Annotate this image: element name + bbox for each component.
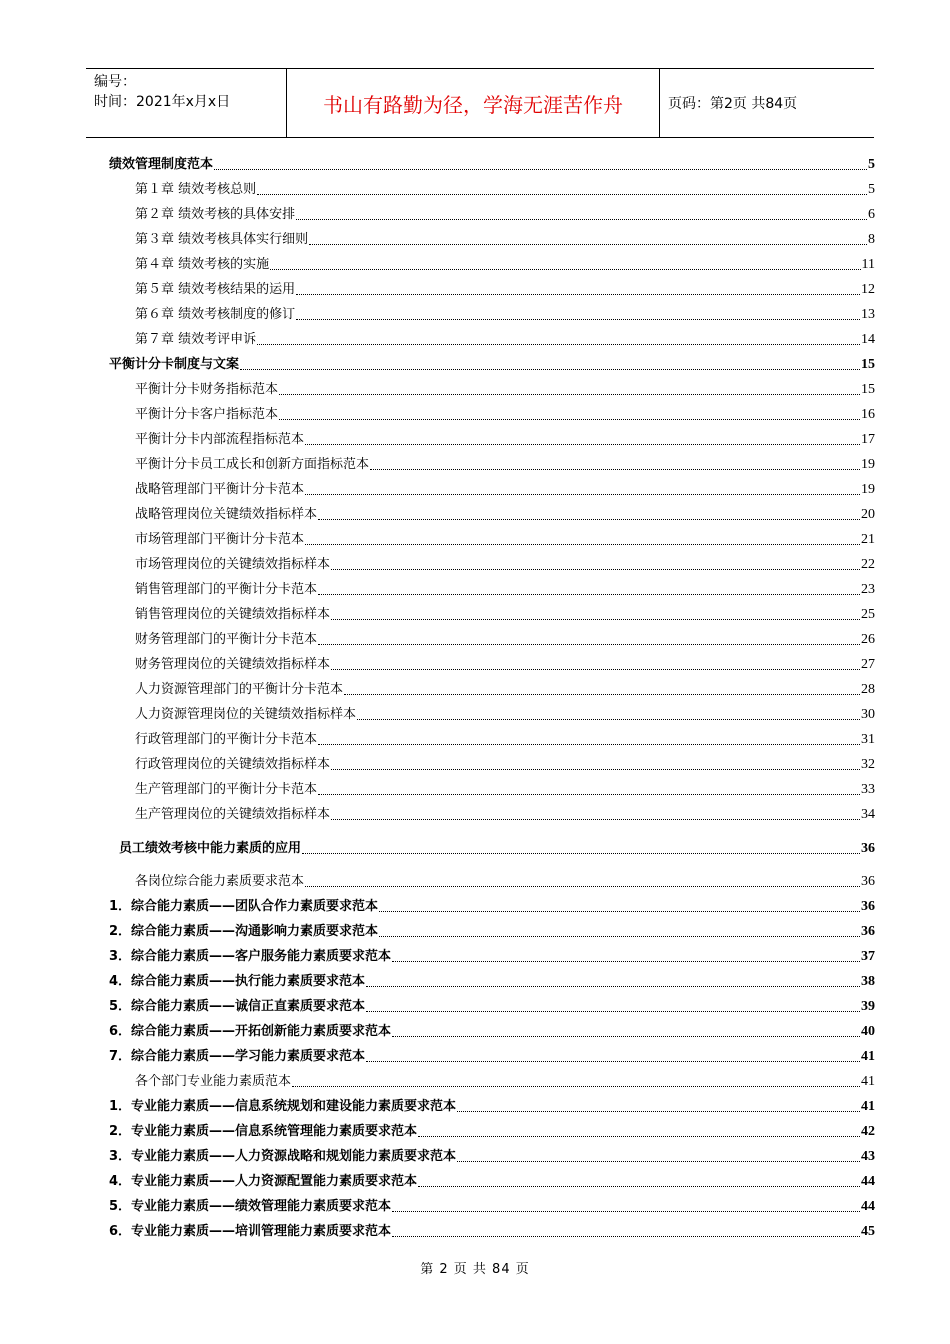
toc-entry-label: 生产管理岗位的关键绩效指标样本 [135,807,331,822]
toc-leader-dots [331,569,860,570]
toc-entry[interactable] [135,431,875,449]
toc-entry-page: 15 [861,382,875,397]
toc-leader-dots [257,344,860,345]
toc-entry-label: 第１章 绩效考核总则 [135,182,257,197]
toc-leader-dots [370,469,860,470]
toc-leader-dots [418,1136,860,1137]
toc-entry[interactable] [109,1198,875,1216]
toc-entry-label: 平衡计分卡员工成长和创新方面指标范本 [135,457,370,472]
toc-leader-dots [344,694,860,695]
toc-leader-dots [309,244,867,245]
toc-leader-dots [392,961,860,962]
toc-leader-dots [305,494,860,495]
toc-entry[interactable] [109,1098,875,1116]
toc-entry-label: 销售管理岗位的关键绩效指标样本 [135,607,331,622]
toc-entry[interactable] [135,873,875,891]
toc-entry-page: 31 [861,732,875,747]
toc-entry[interactable] [135,506,875,524]
toc-entry-label: 1．综合能力素质——团队合作力素质要求范本 [109,899,379,914]
toc-entry-label: 第７章 绩效考评申诉 [135,332,257,347]
toc-entry-page: 26 [861,632,875,647]
toc-entry[interactable] [135,706,875,724]
toc-entry-page: 12 [861,282,875,297]
toc-entry-label: 平衡计分卡制度与文案 [109,357,240,372]
toc-entry-page: 27 [861,657,875,672]
toc-entry[interactable] [109,356,875,374]
page-header [86,68,874,138]
header-motto: 书山有路勤为径，学海无涯苦作舟 [286,69,660,137]
toc-entry-label: 战略管理部门平衡计分卡范本 [135,482,305,497]
toc-entry-page: 14 [861,332,875,347]
toc-entry-label: 市场管理部门平衡计分卡范本 [135,532,305,547]
toc-entry[interactable] [135,781,875,799]
toc-leader-dots [357,719,860,720]
toc-entry-page: 37 [861,949,875,964]
toc-entry-page: 19 [861,482,875,497]
toc-entry-label: 绩效管理制度范本 [109,157,214,172]
toc-entry[interactable] [109,998,875,1016]
toc-entry-page: 44 [861,1199,875,1214]
toc-leader-dots [279,394,860,395]
toc-entry[interactable] [109,1148,875,1166]
toc-entry-label: 人力资源管理部门的平衡计分卡范本 [135,682,344,697]
toc-entry[interactable] [109,923,875,941]
header-meta [86,69,286,137]
toc-entry-page: 25 [861,607,875,622]
toc-leader-dots [279,419,860,420]
toc-entry-label: 第６章 绩效考核制度的修订 [135,307,296,322]
toc-entry-page: 30 [861,707,875,722]
toc-leader-dots [457,1161,860,1162]
toc-entry-label: 5．专业能力素质——绩效管理能力素质要求范本 [109,1199,392,1214]
toc-entry-page: 16 [861,407,875,422]
toc-entry-label: 3．专业能力素质——人力资源战略和规划能力素质要求范本 [109,1149,457,1164]
toc-entry-page: 40 [861,1024,875,1039]
toc-entry[interactable] [109,973,875,991]
toc-leader-dots [318,644,860,645]
toc-entry-page: 41 [861,1049,875,1064]
toc-entry[interactable] [135,556,875,574]
toc-leader-dots [296,319,860,320]
toc-leader-dots [257,194,867,195]
toc-entry[interactable] [109,1223,875,1241]
page-footer: 第 2 页 共 84 页 [420,1262,530,1277]
toc-entry-label: 第２章 绩效考核的具体安排 [135,207,296,222]
document-time-label: 时间：2021年x月x日 [94,94,231,110]
toc-entry-page: 36 [861,924,875,939]
toc-entry[interactable] [135,256,875,274]
toc-entry[interactable] [119,840,875,858]
toc-leader-dots [366,1011,860,1012]
toc-entry-label: 财务管理岗位的关键绩效指标样本 [135,657,331,672]
toc-entry-page: 28 [861,682,875,697]
toc-entry-label: 第５章 绩效考核结果的运用 [135,282,296,297]
toc-entry-page: 39 [861,999,875,1014]
toc-entry[interactable] [135,656,875,674]
toc-leader-dots [305,544,860,545]
toc-entry[interactable] [135,331,875,349]
toc-entry-label: 7．综合能力素质——学习能力素质要求范本 [109,1049,366,1064]
toc-leader-dots [270,269,860,270]
toc-leader-dots [240,369,860,370]
toc-entry-label: 行政管理岗位的关键绩效指标样本 [135,757,331,772]
toc-leader-dots [296,219,867,220]
toc-entry-page: 6 [868,207,875,222]
toc-entry-page: 8 [868,232,875,247]
toc-entry[interactable] [135,281,875,299]
toc-entry[interactable] [135,406,875,424]
toc-leader-dots [214,169,867,170]
toc-entry[interactable] [135,581,875,599]
toc-entry-label: 财务管理部门的平衡计分卡范本 [135,632,318,647]
toc-entry-page: 45 [861,1224,875,1239]
toc-entry-label: 员工绩效考核中能力素质的应用 [119,841,302,856]
toc-entry[interactable] [135,206,875,224]
toc-entry-label: 市场管理岗位的关键绩效指标样本 [135,557,331,572]
toc-entry-label: 4．专业能力素质——人力资源配置能力素质要求范本 [109,1174,418,1189]
toc-entry[interactable] [109,948,875,966]
toc-leader-dots [366,986,860,987]
toc-entry[interactable] [135,1073,875,1091]
toc-leader-dots [392,1036,860,1037]
toc-entry-label: 战略管理岗位关键绩效指标样本 [135,507,318,522]
toc-entry-page: 36 [861,899,875,914]
toc-entry[interactable] [135,606,875,624]
toc-entry-label: 2．综合能力素质——沟通影响力素质要求范本 [109,924,379,939]
toc-entry[interactable] [135,456,875,474]
toc-entry[interactable] [135,181,875,199]
toc-entry-page: 5 [868,157,875,172]
toc-entry-page: 13 [861,307,875,322]
toc-leader-dots [318,519,860,520]
toc-entry[interactable] [135,806,875,824]
toc-entry-page: 38 [861,974,875,989]
toc-entry-label: 5．综合能力素质——诚信正直素质要求范本 [109,999,366,1014]
toc-entry-page: 22 [861,557,875,572]
toc-leader-dots [392,1236,860,1237]
toc-leader-dots [318,794,860,795]
toc-leader-dots [305,886,860,887]
toc-entry[interactable] [135,681,875,699]
toc-entry-page: 19 [861,457,875,472]
toc-entry[interactable] [109,1123,875,1141]
toc-entry-label: 人力资源管理岗位的关键绩效指标样本 [135,707,357,722]
toc-leader-dots [331,619,860,620]
toc-entry[interactable] [135,381,875,399]
toc-entry-page: 17 [861,432,875,447]
toc-entry[interactable] [109,1173,875,1191]
toc-entry-label: 2．专业能力素质——信息系统管理能力素质要求范本 [109,1124,418,1139]
toc-entry-page: 15 [861,357,875,372]
toc-entry-page: 5 [868,182,875,197]
toc-leader-dots [318,744,860,745]
toc-leader-dots [366,1061,860,1062]
toc-entry-page: 33 [861,782,875,797]
toc-entry-page: 41 [861,1099,875,1114]
toc-entry[interactable] [135,231,875,249]
toc-entry-label: 行政管理部门的平衡计分卡范本 [135,732,318,747]
toc-entry-label: 6．专业能力素质——培训管理能力素质要求范本 [109,1224,392,1239]
toc-leader-dots [305,444,860,445]
toc-entry-label: 第４章 绩效考核的实施 [135,257,270,272]
toc-entry[interactable] [109,156,875,174]
toc-entry-page: 11 [861,257,875,272]
toc-entry-page: 43 [861,1149,875,1164]
toc-leader-dots [418,1186,860,1187]
toc-entry-page: 23 [861,582,875,597]
toc-entry-page: 21 [861,532,875,547]
toc-entry-label: 3．综合能力素质——客户服务能力素质要求范本 [109,949,392,964]
toc-entry[interactable] [109,898,875,916]
toc-entry-label: 平衡计分卡财务指标范本 [135,382,279,397]
toc-leader-dots [318,594,860,595]
toc-entry[interactable] [135,531,875,549]
document-number-label: 编号： [94,74,136,90]
toc-leader-dots [331,819,860,820]
toc-entry[interactable] [109,1023,875,1041]
toc-entry-page: 36 [861,841,875,856]
toc-leader-dots [292,1086,860,1087]
toc-entry[interactable] [135,731,875,749]
toc-entry-label: 4．综合能力素质——执行能力素质要求范本 [109,974,366,989]
toc-entry[interactable] [109,1048,875,1066]
toc-leader-dots [302,853,860,854]
toc-entry-page: 41 [861,1074,875,1089]
toc-leader-dots [457,1111,860,1112]
toc-entry[interactable] [135,756,875,774]
toc-entry-label: 销售管理部门的平衡计分卡范本 [135,582,318,597]
toc-entry[interactable] [135,481,875,499]
toc-entry-label: 1．专业能力素质——信息系统规划和建设能力素质要求范本 [109,1099,457,1114]
toc-leader-dots [392,1211,860,1212]
toc-entry-page: 20 [861,507,875,522]
toc-entry-page: 34 [861,807,875,822]
toc-entry-label: 6．综合能力素质——开拓创新能力素质要求范本 [109,1024,392,1039]
toc-entry[interactable] [135,631,875,649]
toc-entry-label: 生产管理部门的平衡计分卡范本 [135,782,318,797]
toc-entry[interactable] [135,306,875,324]
toc-entry-page: 42 [861,1124,875,1139]
toc-entry-label: 平衡计分卡客户指标范本 [135,407,279,422]
toc-leader-dots [331,769,860,770]
toc-entry-label: 各岗位综合能力素质要求范本 [135,874,305,889]
toc-entry-page: 36 [861,874,875,889]
toc-entry-label: 第３章 绩效考核具体实行细则 [135,232,309,247]
toc-leader-dots [379,911,860,912]
toc-entry-page: 32 [861,757,875,772]
header-page-info: 页码：第2页 共84页 [668,96,798,112]
toc-entry-label: 各个部门专业能力素质范本 [135,1074,292,1089]
toc-entry-page: 44 [861,1174,875,1189]
toc-leader-dots [296,294,860,295]
toc-entry-label: 平衡计分卡内部流程指标范本 [135,432,305,447]
toc-leader-dots [379,936,860,937]
toc-leader-dots [331,669,860,670]
